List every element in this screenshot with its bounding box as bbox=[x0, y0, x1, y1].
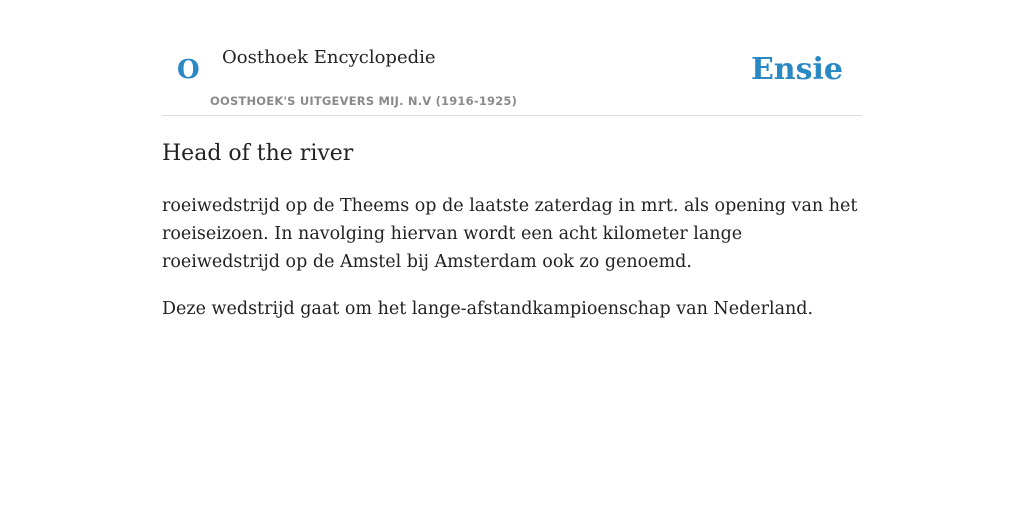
source-header bbox=[162, 0, 862, 116]
article-title: Head of the river bbox=[162, 141, 354, 166]
source-title[interactable]: Oosthoek Encyclopedie bbox=[222, 47, 436, 68]
article-paragraph: roeiwedstrijd op de Theems op de laatste zaterdag in mrt. als opening van het roeiseizoen. In navolging hiervan wordt een acht kilometer lange roeiwedstrijd op de Amstel bij Amsterdam ook zo genoemd. bbox=[162, 196, 858, 272]
brand-logo[interactable]: Ensie bbox=[750, 52, 843, 87]
page-content bbox=[162, 0, 862, 319]
article-body bbox=[162, 192, 862, 342]
source-publisher: OOSTHOEK'S UITGEVERS MIJ. N.V (1916-1925) bbox=[210, 94, 518, 108]
article-paragraph: Deze wedstrijd gaat om het lange-afstandkampioenschap van Nederland. bbox=[162, 299, 814, 319]
source-logo[interactable]: O bbox=[177, 55, 200, 85]
